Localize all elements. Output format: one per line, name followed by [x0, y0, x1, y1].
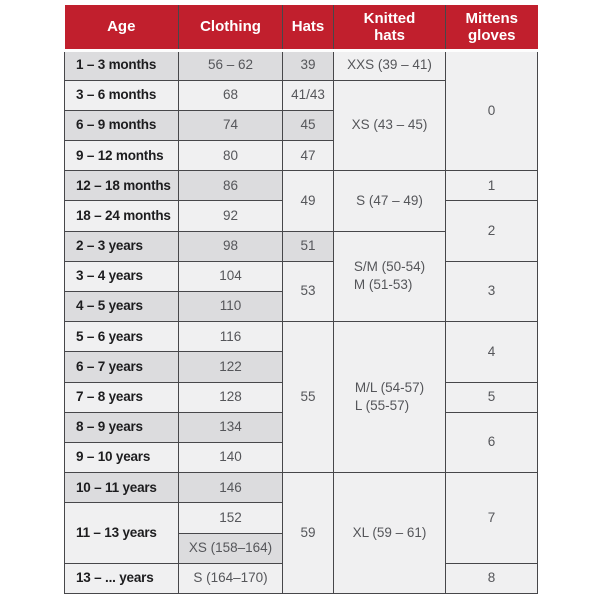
cell-age [65, 382, 179, 412]
cell-text: XS (158–164) [188, 539, 273, 555]
column-header-clothing: Clothing [179, 5, 283, 50]
cell-clothing [179, 261, 283, 291]
cell-text: 1 – 3 months [76, 57, 157, 73]
cell-text: 146 [219, 479, 242, 495]
cell-clothing [179, 412, 283, 442]
column-header-age: Age [65, 5, 179, 50]
cell-text: 12 – 18 months [76, 177, 171, 193]
cell-text: 13 – ... years [76, 570, 154, 586]
cell-age [65, 171, 179, 201]
cell-text: 86 [222, 177, 239, 193]
cell-text: 5 – 6 years [76, 328, 143, 344]
cell-text: 39 [300, 57, 316, 73]
cell-text: 3 – 6 months [76, 87, 157, 103]
cell-clothing [179, 171, 283, 201]
column-header-hats: Hats [283, 5, 334, 50]
cell-mittens [446, 412, 538, 472]
cell-hats [283, 50, 334, 80]
cell-age [65, 322, 179, 352]
cell-mittens [446, 201, 538, 261]
cell-clothing [179, 80, 283, 110]
cell-mittens [446, 50, 538, 171]
cell-text: 6 [487, 434, 496, 450]
cell-knitted [334, 80, 446, 171]
table-body [65, 50, 538, 593]
cell-mittens [446, 382, 538, 412]
cell-text: 41/43 [291, 87, 325, 103]
cell-knitted [334, 231, 446, 322]
cell-text: 9 – 12 months [76, 147, 164, 163]
cell-age [65, 141, 179, 171]
cell-text: 134 [219, 419, 242, 435]
cell-mittens [446, 473, 538, 564]
cell-age [65, 442, 179, 472]
cell-clothing [179, 563, 283, 593]
cell-age [65, 503, 179, 563]
cell-clothing [179, 50, 283, 80]
cell-text: 98 [222, 238, 239, 254]
cell-text: 140 [219, 449, 242, 465]
cell-text: 74 [222, 117, 239, 133]
cell-clothing [179, 292, 283, 322]
cell-text: 47 [300, 147, 316, 163]
cell-text: 10 – 11 years [76, 479, 157, 495]
cell-text: S/M (50-54) M (51-53) [353, 259, 426, 293]
cell-knitted [334, 322, 446, 473]
column-header-knitted: Knitted hats [334, 5, 446, 50]
cell-text: 5 [487, 389, 496, 405]
cell-hats [283, 80, 334, 110]
cell-text: 4 – 5 years [76, 298, 143, 314]
cell-text: 3 – 4 years [76, 268, 143, 284]
cell-clothing [179, 533, 283, 563]
cell-text: M/L (54-57) L (55-57) [354, 379, 425, 414]
cell-knitted [334, 50, 446, 80]
cell-text: 53 [300, 283, 316, 299]
cell-text: 18 – 24 months [76, 207, 171, 223]
column-header-mittens: Mittens gloves [446, 5, 538, 50]
cell-text: 68 [222, 87, 239, 103]
cell-text: 116 [219, 328, 242, 344]
table-row [65, 322, 538, 352]
header-row [65, 5, 538, 50]
cell-text: XXS (39 – 41) [347, 57, 432, 73]
cell-age [65, 292, 179, 322]
cell-clothing [179, 141, 283, 171]
cell-text: 92 [222, 207, 239, 223]
cell-age [65, 231, 179, 261]
cell-age [65, 201, 179, 231]
cell-hats [283, 322, 334, 473]
cell-clothing [179, 322, 283, 352]
cell-knitted [334, 473, 446, 594]
cell-text: 7 [487, 509, 496, 525]
cell-text: 49 [300, 192, 316, 208]
cell-age [65, 352, 179, 382]
cell-text: 122 [219, 358, 242, 374]
cell-hats [283, 171, 334, 231]
cell-clothing [179, 442, 283, 472]
cell-clothing [179, 201, 283, 231]
cell-text: 7 – 8 years [76, 389, 143, 405]
cell-text: 59 [300, 524, 316, 540]
cell-clothing [179, 503, 283, 533]
cell-hats [283, 231, 334, 261]
cell-text: 45 [300, 117, 316, 133]
cell-age [65, 473, 179, 503]
cell-text: 51 [300, 238, 316, 254]
cell-clothing [179, 382, 283, 412]
table-row [65, 171, 538, 201]
cell-text: 2 – 3 years [76, 238, 143, 254]
cell-age [65, 80, 179, 110]
table-row [65, 473, 538, 503]
cell-text: XS (43 – 45) [351, 117, 428, 133]
cell-text: 55 [300, 389, 316, 405]
table-header [65, 5, 538, 50]
cell-hats [283, 261, 334, 321]
size-chart-table [64, 5, 538, 594]
cell-knitted [334, 171, 446, 231]
cell-text: 8 – 9 years [76, 419, 143, 435]
cell-mittens [446, 171, 538, 201]
cell-text: 80 [222, 147, 239, 163]
cell-text: 6 – 7 years [76, 358, 143, 374]
cell-text: 104 [219, 268, 242, 284]
cell-hats [283, 473, 334, 594]
cell-text: 6 – 9 months [76, 117, 157, 133]
cell-age [65, 110, 179, 140]
cell-age [65, 261, 179, 291]
cell-text: XL (59 – 61) [352, 524, 427, 540]
cell-hats [283, 110, 334, 140]
cell-age [65, 412, 179, 442]
cell-mittens [446, 322, 538, 382]
cell-text: S (47 – 49) [356, 192, 423, 208]
cell-text: 1 [487, 177, 496, 193]
cell-text: S (164–170) [193, 570, 268, 586]
table-row [65, 50, 538, 80]
cell-clothing [179, 473, 283, 503]
cell-hats [283, 141, 334, 171]
cell-text: 4 [487, 343, 496, 359]
cell-clothing [179, 352, 283, 382]
cell-text: 110 [219, 298, 242, 314]
cell-text: 0 [487, 102, 496, 118]
cell-text: 128 [219, 389, 242, 405]
cell-text: 3 [487, 283, 496, 299]
cell-text: 56 – 62 [207, 57, 254, 73]
cell-age [65, 50, 179, 80]
table-row [65, 261, 538, 291]
cell-mittens [446, 261, 538, 321]
cell-text: 11 – 13 years [76, 524, 157, 540]
cell-text: 152 [219, 509, 242, 525]
cell-text: 8 [487, 570, 496, 586]
cell-clothing [179, 110, 283, 140]
cell-text: 2 [487, 223, 496, 239]
cell-age [65, 563, 179, 593]
cell-clothing [179, 231, 283, 261]
cell-text: 9 – 10 years [76, 449, 151, 465]
cell-mittens [446, 563, 538, 593]
